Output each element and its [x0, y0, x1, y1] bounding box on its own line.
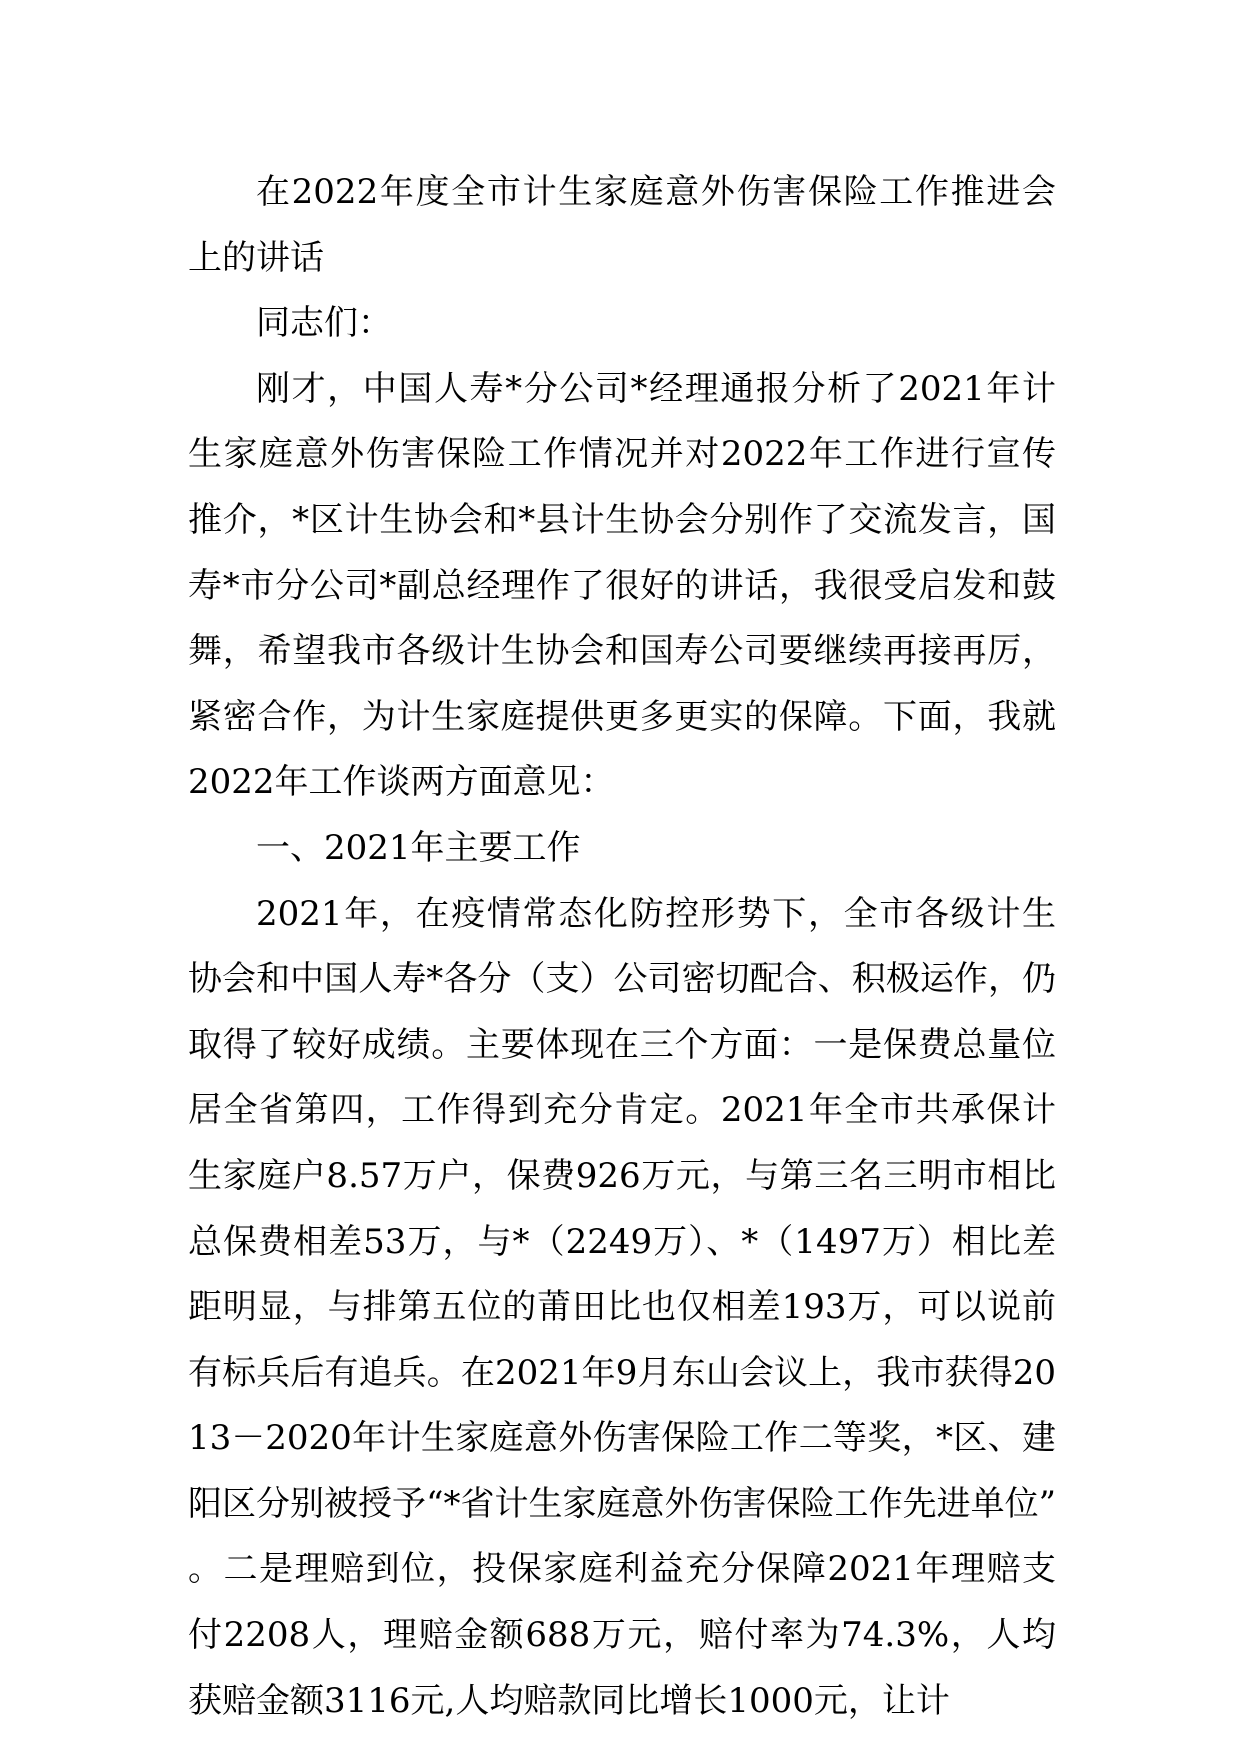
document-body	[188, 160, 1056, 1734]
document-title: 在2022年度全市计生家庭意外伤害保险工作推进会上的讲话	[188, 172, 1056, 278]
section-heading: 一、2021年主要工作	[256, 827, 581, 868]
paragraph-opening: 刚才，中国人寿*分公司*经理通报分析了2021年计生家庭意外伤害保险工作情况并对2022年工作进行宣传推介，*区计生协会和*县计生协会分别作了交流发言，国寿*市分公司*副总经理作了很好的讲话，我很受启发和鼓舞，希望我市各级计生协会和国寿公司要继续再接再厉，紧密合作，为计生家庭提供更多更实的保障。下面，我就2022年工作谈两方面意见：	[188, 368, 1056, 803]
salutation: 同志们：	[256, 303, 392, 344]
paragraph-main-work: 2021年，在疫情常态化防控形势下，全市各级计生协会和中国人寿*各分（支）公司密切配合、积极运作，仍取得了较好成绩。主要体现在三个方面：一是保费总量位居全省第四，工作得到充分肯定。2021年全市共承保计生家庭户8.57万户，保费926万元，与第三名三明市相比总保费相差53万，与*（2249万）、*（1497万）相比差距明显，与排第五位的莆田比也仅相差193万，可以说前有标兵后有追兵。在2021年9月东山会议上，我市获得2013－2020年计生家庭意外伤害保险工作二等奖，*区、建阳区分别被授予“*省计生家庭意外伤害保险工作先进单位”。二是理赔到位，投保家庭利益充分保障2021年理赔支付2208人，理赔金额688万元，赔付率为74.3%，人均获赔金额3116元,人均赔款同比增长1000元，让计	[188, 893, 1056, 1721]
